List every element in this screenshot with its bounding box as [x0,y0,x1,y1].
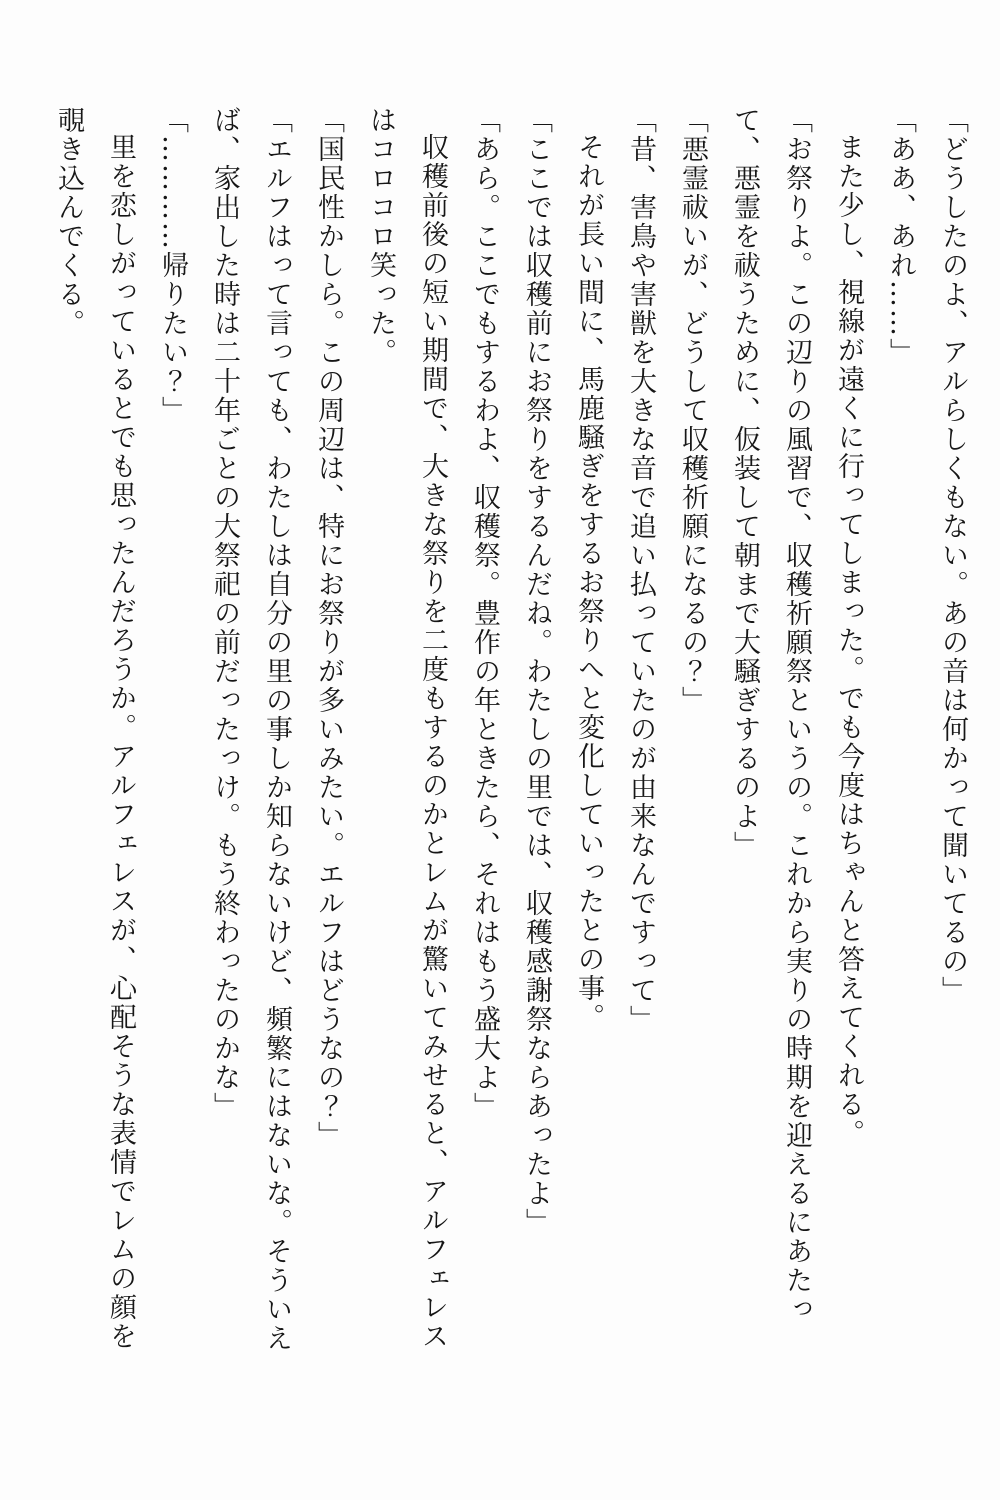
text-line: ば、家出した時は二十年ごとの大祭祀の前だったっけ。もう終わったのかな」 [209,106,240,1121]
text-line: 「国民性かしら。この周辺は、特にお祭りが多いみたい。エルフはどうなの？」 [313,106,344,1150]
text-line: 里を恋しがっているとでも思ったんだろうか。アルフェレスが、心配そうな表情でレムの顔を [105,133,136,1351]
text-line: て、悪霊を祓うために、仮装して朝まで大騒ぎするのよ」 [729,106,760,860]
text-line: 「エルフはって言っても、わたしは自分の里の事しか知らないけど、頻繁にはないな。そういえ [261,106,292,1353]
text-line: はコロコロ笑った。 [365,106,396,367]
text-line: 「…………帰りたい？」 [157,106,188,425]
text-line: 「悪霊祓いが、どうして収穫祈願になるの？」 [677,106,708,715]
text-line: 「どうしたのよ、アルらしくもない。あの音は何かって聞いてるの」 [937,106,968,1005]
text-line: 「ここでは収穫前にお祭りをするんだね。わたしの里では、収穫感謝祭ならあったよ」 [521,106,552,1237]
text-line: 「ああ、あれ……」 [885,106,916,367]
text-line: 「お祭りよ。この辺りの風習で、収穫祈願祭というの。これから実りの時期を迎えるにあたっ [781,106,812,1324]
text-line: 収穫前後の短い期間で、大きな祭りを二度もするのかとレムが驚いてみせると、アルフェレス [417,133,448,1351]
text-line: 「昔、害鳥や害獣を大きな音で追い払っていたのが由来なんですって」 [625,106,656,1034]
text-line: それが長い間に、馬鹿騒ぎをするお祭りへと変化していったとの事。 [573,133,604,1032]
text-line: 「あら。ここでもするわよ、収穫祭。豊作の年ときたら、それはもう盛大よ」 [469,106,500,1121]
text-line: 覗き込んでくる。 [53,106,84,338]
text-line: また少し、視線が遠くに行ってしまった。でも今度はちゃんと答えてくれる。 [833,133,864,1148]
